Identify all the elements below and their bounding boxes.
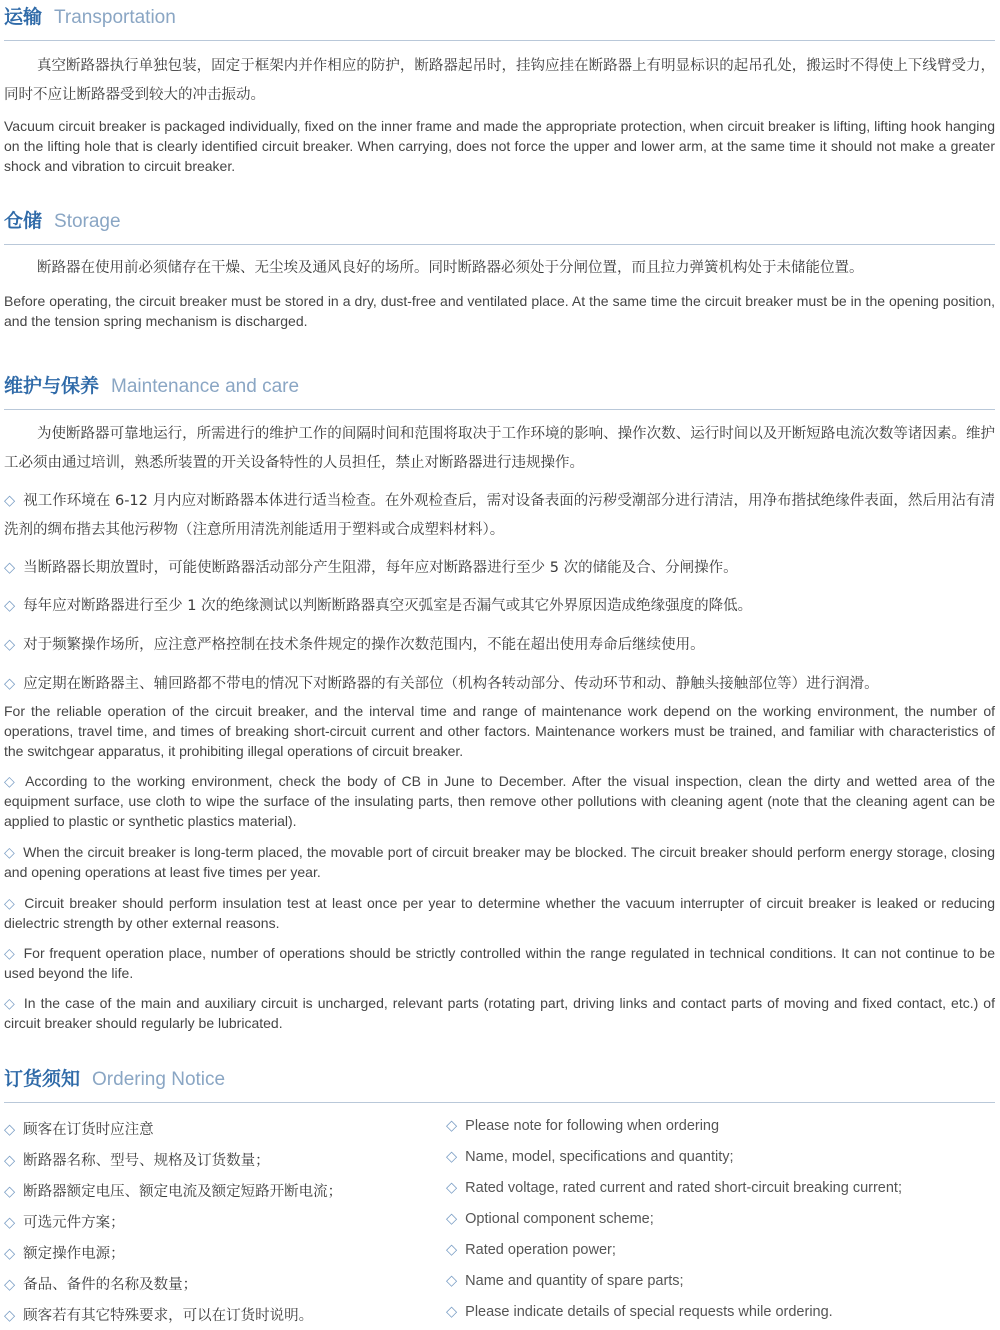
diamond-bullet-icon: ◇ (446, 1118, 458, 1134)
diamond-bullet-icon: ◇ (4, 1215, 16, 1231)
section-header-storage (4, 204, 995, 245)
section-title-en: Maintenance and care (111, 376, 300, 397)
storage-en-text: Before operating, the circuit breaker must be stored in a dry, dust-free and ventilated place. At the same time the circuit breaker must be in the opening position, and the tension spring mechanism is discharged. (4, 293, 995, 329)
ordering-en-item: ◇ Please indicate details of special requests while ordering. (446, 1304, 833, 1320)
section-title-cn: 订货须知 (4, 1068, 81, 1090)
diamond-bullet-icon: ◇ (4, 1308, 16, 1324)
ordering-cn-item: ◇ 断路器名称、型号、规格及订货数量； (4, 1153, 270, 1169)
maintenance-en-item: ◇ According to the working environment, check the body of CB in June to December. After the visual inspection, clean the dirty and wetted area of the equipment surface, use cloth to wipe the surface of the insulating parts, then remove other pollutions with cleaning agent (note that the cleaning agent can be applied to plastic or synthetic plastics material). (4, 773, 995, 829)
diamond-bullet-icon: ◇ (4, 1153, 16, 1169)
maintenance-cn-item: ◇ 每年应对断路器进行至少 1 次的绝缘测试以判断断路器真空灭弧室是否漏气或其它外界原因造成绝缘强度的降低。 (4, 598, 753, 614)
maintenance-cn-item: ◇ 对于频繁操作场所，应注意严格控制在技术条件规定的操作次数范围内，不能在超出使用寿命后继续使用。 (4, 637, 705, 653)
maintenance-cn-intro: 为使断路器可靠地运行，所需进行的维护工作的间隔时间和范围将取决于工作环境的影响、操作次数、运行时间以及开断短路电流次数等诸因素。维护工必须由通过培训，熟悉所装置的开关设备特性的人员担任，禁止对断路器进行违规操作。 (4, 426, 995, 471)
diamond-bullet-icon: ◇ (4, 493, 16, 509)
diamond-bullet-icon: ◇ (4, 598, 16, 614)
maintenance-en-intro: For the reliable operation of the circuit breaker, and the interval time and range of maintenance work depend on the working environment, the number of operations, travel time, and times of breaking short-circuit current and other factors. Maintenance workers must be trained, and familiar with characteristics of the switchgear apparatus, it prohibiting illegal operations of circuit breaker. (4, 703, 995, 759)
maintenance-en-item: ◇ Circuit breaker should perform insulation test at least once per year to determine whether the vacuum interrupter of circuit breaker is leaked or reducing dielectric strength by other external reasons. (4, 895, 995, 931)
ordering-cn-item: ◇ 顾客在订货时应注意 (4, 1122, 154, 1138)
diamond-bullet-icon: ◇ (4, 895, 17, 911)
diamond-bullet-icon: ◇ (4, 945, 16, 961)
ordering-cn-item: ◇ 备品、备件的名称及数量； (4, 1277, 198, 1293)
maintenance-en-item: ◇ In the case of the main and auxiliary circuit is uncharged, relevant parts (rotating part, driving links and contact parts of moving and fixed contact, etc.) of circuit breaker should regularly be lubricated. (4, 995, 995, 1031)
ordering-en-item: ◇ Please note for following when ordering (446, 1118, 720, 1134)
maintenance-cn-item: ◇ 当断路器长期放置时，可能使断路器活动部分产生阻滞，每年应对断路器进行至少 5 次的储能及合、分闸操作。 (4, 560, 738, 576)
diamond-bullet-icon: ◇ (446, 1149, 458, 1165)
section-title-cn: 运输 (4, 6, 43, 28)
diamond-bullet-icon: ◇ (446, 1180, 458, 1196)
maintenance-cn-item: ◇ 应定期在断路器主、辅回路都不带电的情况下对断路器的有关部位（机构各转动部分、传动环节和动、静触头接触部位等）进行润滑。 (4, 676, 879, 692)
ordering-en-item: ◇ Name, model, specifications and quantity; (446, 1149, 734, 1165)
ordering-en-item: ◇ Rated operation power; (446, 1242, 616, 1258)
diamond-bullet-icon: ◇ (446, 1242, 458, 1258)
section-title-en: Ordering Notice (92, 1069, 226, 1090)
transport-cn-text: 真空断路器执行单独包装，固定于框架内并作相应的防护，断路器起吊时，挂钩应挂在断路器上有明显标识的起吊孔处，搬运时不得使上下线臂受力，同时不应让断路器受到较大的冲击振动。 (4, 58, 995, 103)
diamond-bullet-icon: ◇ (446, 1304, 458, 1320)
diamond-bullet-icon: ◇ (4, 844, 16, 860)
ordering-cn-item: ◇ 断路器额定电压、额定电流及额定短路开断电流； (4, 1184, 343, 1200)
ordering-cn-item: ◇ 可选元件方案； (4, 1215, 125, 1231)
ordering-cn-item: ◇ 顾客若有其它特殊要求，可以在订货时说明。 (4, 1308, 314, 1324)
ordering-en-item: ◇ Name and quantity of spare parts; (446, 1273, 684, 1289)
section-title-en: Transportation (54, 7, 176, 28)
section-title-cn: 仓储 (4, 210, 43, 232)
diamond-bullet-icon: ◇ (4, 1122, 16, 1138)
maintenance-en-item: ◇ When the circuit breaker is long-term placed, the movable port of circuit breaker may be blocked. The circuit breaker should perform energy storage, closing and opening operations at least five times per year. (4, 844, 995, 880)
diamond-bullet-icon: ◇ (446, 1211, 458, 1227)
storage-cn-text: 断路器在使用前必须储存在干燥、无尘埃及通风良好的场所。同时断路器必须处于分闸位置，而且拉力弹簧机构处于未储能位置。 (37, 260, 864, 276)
diamond-bullet-icon: ◇ (4, 773, 18, 789)
diamond-bullet-icon: ◇ (4, 560, 16, 576)
ordering-cn-item: ◇ 额定操作电源； (4, 1246, 125, 1262)
section-header-transport (4, 0, 995, 41)
ordering-en-item: ◇ Rated voltage, rated current and rated short-circuit breaking current; (446, 1180, 902, 1196)
diamond-bullet-icon: ◇ (4, 1184, 16, 1200)
section-header-ordering (4, 1062, 995, 1103)
maintenance-en-item: ◇ For frequent operation place, number of operations should be strictly controlled within the range regulated in technical conditions. It can not continue to be used beyond the life. (4, 945, 995, 981)
diamond-bullet-icon: ◇ (446, 1273, 458, 1289)
maintenance-cn-item: ◇ 视工作环境在 6-12 月内应对断路器本体进行适当检查。在外观检查后，需对设备表面的污秽受潮部分进行清洁，用净布揩拭绝缘件表面，然后用沾有清洗剂的绸布揩去其他污秽物（注意所用清洗剂能适用于塑料或合成塑料材料）。 (4, 493, 996, 538)
diamond-bullet-icon: ◇ (4, 1277, 16, 1293)
section-title-cn: 维护与保养 (4, 375, 100, 397)
transport-en-text: Vacuum circuit breaker is packaged individually, fixed on the inner frame and made the appropriate protection, when circuit breaker is lifting, lifting hook hanging on the lifting hole that is clearly identified circuit breaker. When carrying, does not force the upper and lower arm, at the same time it should not make a greater shock and vibration to circuit breaker. (4, 118, 995, 174)
section-header-maintenance (4, 369, 995, 410)
diamond-bullet-icon: ◇ (4, 637, 16, 653)
diamond-bullet-icon: ◇ (4, 676, 16, 692)
section-title-en: Storage (54, 211, 121, 232)
ordering-en-item: ◇ Optional component scheme; (446, 1211, 654, 1227)
diamond-bullet-icon: ◇ (4, 1246, 16, 1262)
diamond-bullet-icon: ◇ (4, 995, 16, 1011)
